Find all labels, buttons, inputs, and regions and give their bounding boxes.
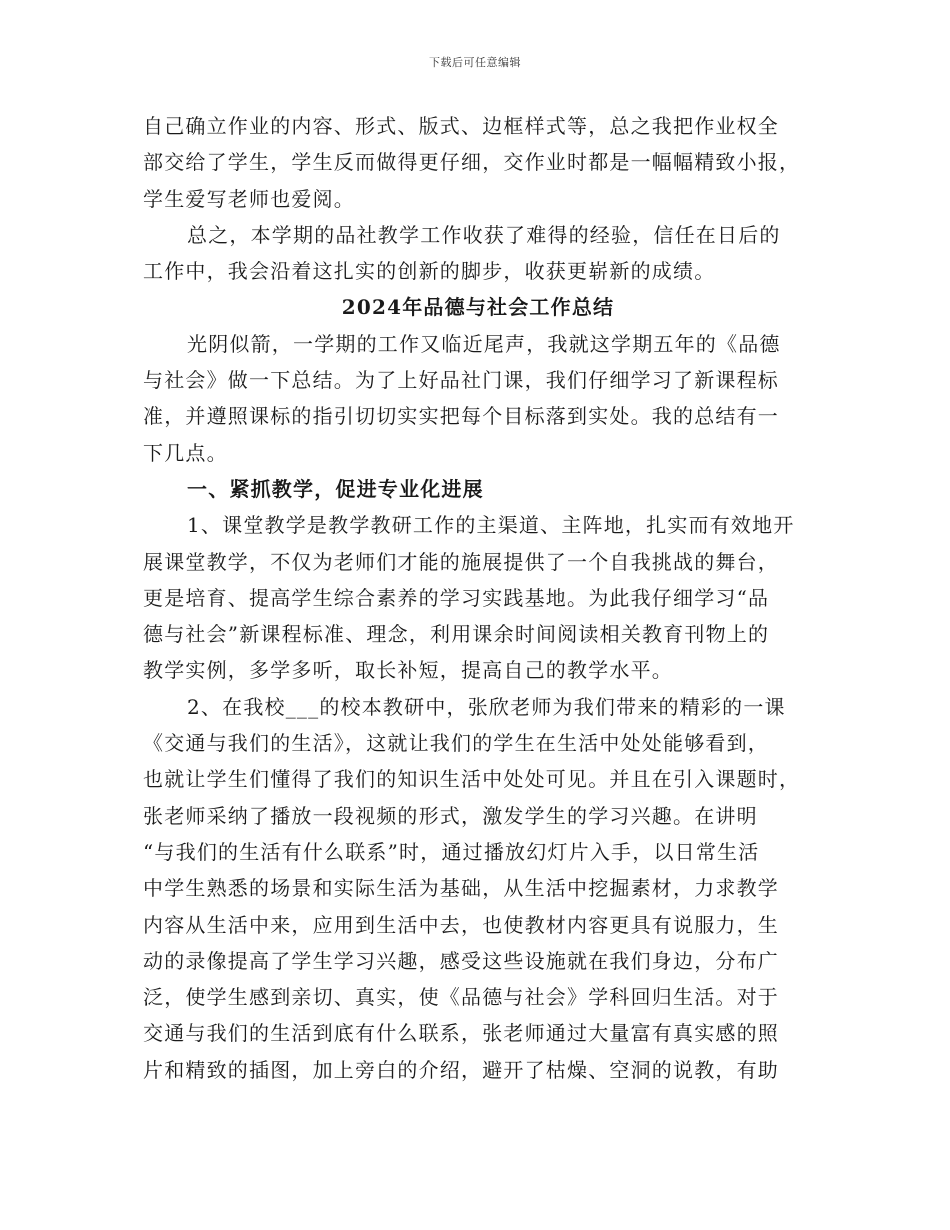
body-line: 更是培育、提高学生综合素养的学习实践基地。为此我仔细学习“品 (143, 585, 770, 610)
body-line: 准，并遵照课标的指引切切实实把每个目标落到实处。我的总结有一 (143, 404, 779, 429)
section-heading: 一、紧抓教学，促进专业化进展 (187, 476, 484, 501)
body-line: 德与社会”新课程标准、理念，利用课余时间阅读相关教育刊物上的 (143, 622, 770, 647)
body-line: 内容从生活中来，应用到生活中去，也使教材内容更具有说服力，生 (143, 912, 779, 937)
body-line: 2、在我校___的校本教研中，张欣老师为我们带来的精彩的一课 (187, 694, 786, 719)
body-line: 部交给了学生，学生反而做得更仔细，交作业时都是一幅幅精致小报， (143, 150, 801, 175)
body-line: 总之，本学期的品社教学工作收获了难得的经验，信任在日后的 (187, 222, 781, 247)
body-line: 《交通与我们的生活》，这就让我们的学生在生活中处处能够看到， (143, 731, 769, 756)
body-line: 与社会》做一下总结。为了上好品社门课，我们仔细学习了新课程标 (143, 368, 779, 393)
body-line: “与我们的生活有什么联系”时，通过播放幻灯片入手，以日常生活 (143, 839, 760, 864)
document-body (143, 108, 813, 1088)
body-line: 学生爱写老师也爱阅。 (143, 186, 355, 211)
body-line: 动的录像提高了学生学习兴趣，感受这些设施就在我们身边，分布广 (143, 948, 779, 973)
body-line: 自己确立作业的内容、形式、版式、边框样式等，总之我把作业权全 (143, 114, 779, 138)
body-line: 展课堂教学，不仅为老师们才能的施展提供了一个自我挑战的舞台， (143, 549, 779, 574)
body-line: 工作中，我会沿着这扎实的创新的脚步，收获更崭新的成绩。 (143, 259, 716, 284)
page-header: 下载后可任意编辑 (429, 56, 521, 69)
body-line: 1、课堂教学是教学教研工作的主渠道、主阵地，扎实而有效地开 (187, 513, 795, 538)
body-line: 片和精致的插图，加上旁白的介绍，避开了枯燥、空洞的说教，有助 (143, 1057, 779, 1082)
body-line: 教学实例，多学多听，取长补短，提高自己的教学水平。 (143, 658, 673, 683)
body-line: 下几点。 (143, 440, 228, 465)
body-line: 泛，使学生感到亲切、真实，使《品德与社会》学科回归生活。对于 (143, 985, 779, 1010)
body-line: 交通与我们的生活到底有什么联系，张老师通过大量富有真实感的照 (143, 1021, 779, 1046)
body-line: 中学生熟悉的场景和实际生活为基础，从生活中挖掘素材，力求教学 (143, 876, 779, 901)
document-title: 2024年品德与社会工作总结 (341, 295, 615, 320)
body-line: 张老师采纳了播放一段视频的形式，激发学生的学习兴趣。在讲明 (143, 803, 758, 828)
body-line: 也就让学生们懂得了我们的知识生活中处处可见。并且在引入课题时， (143, 767, 801, 792)
body-line: 光阴似箭，一学期的工作又临近尾声，我就这学期五年的《品德 (187, 331, 781, 356)
